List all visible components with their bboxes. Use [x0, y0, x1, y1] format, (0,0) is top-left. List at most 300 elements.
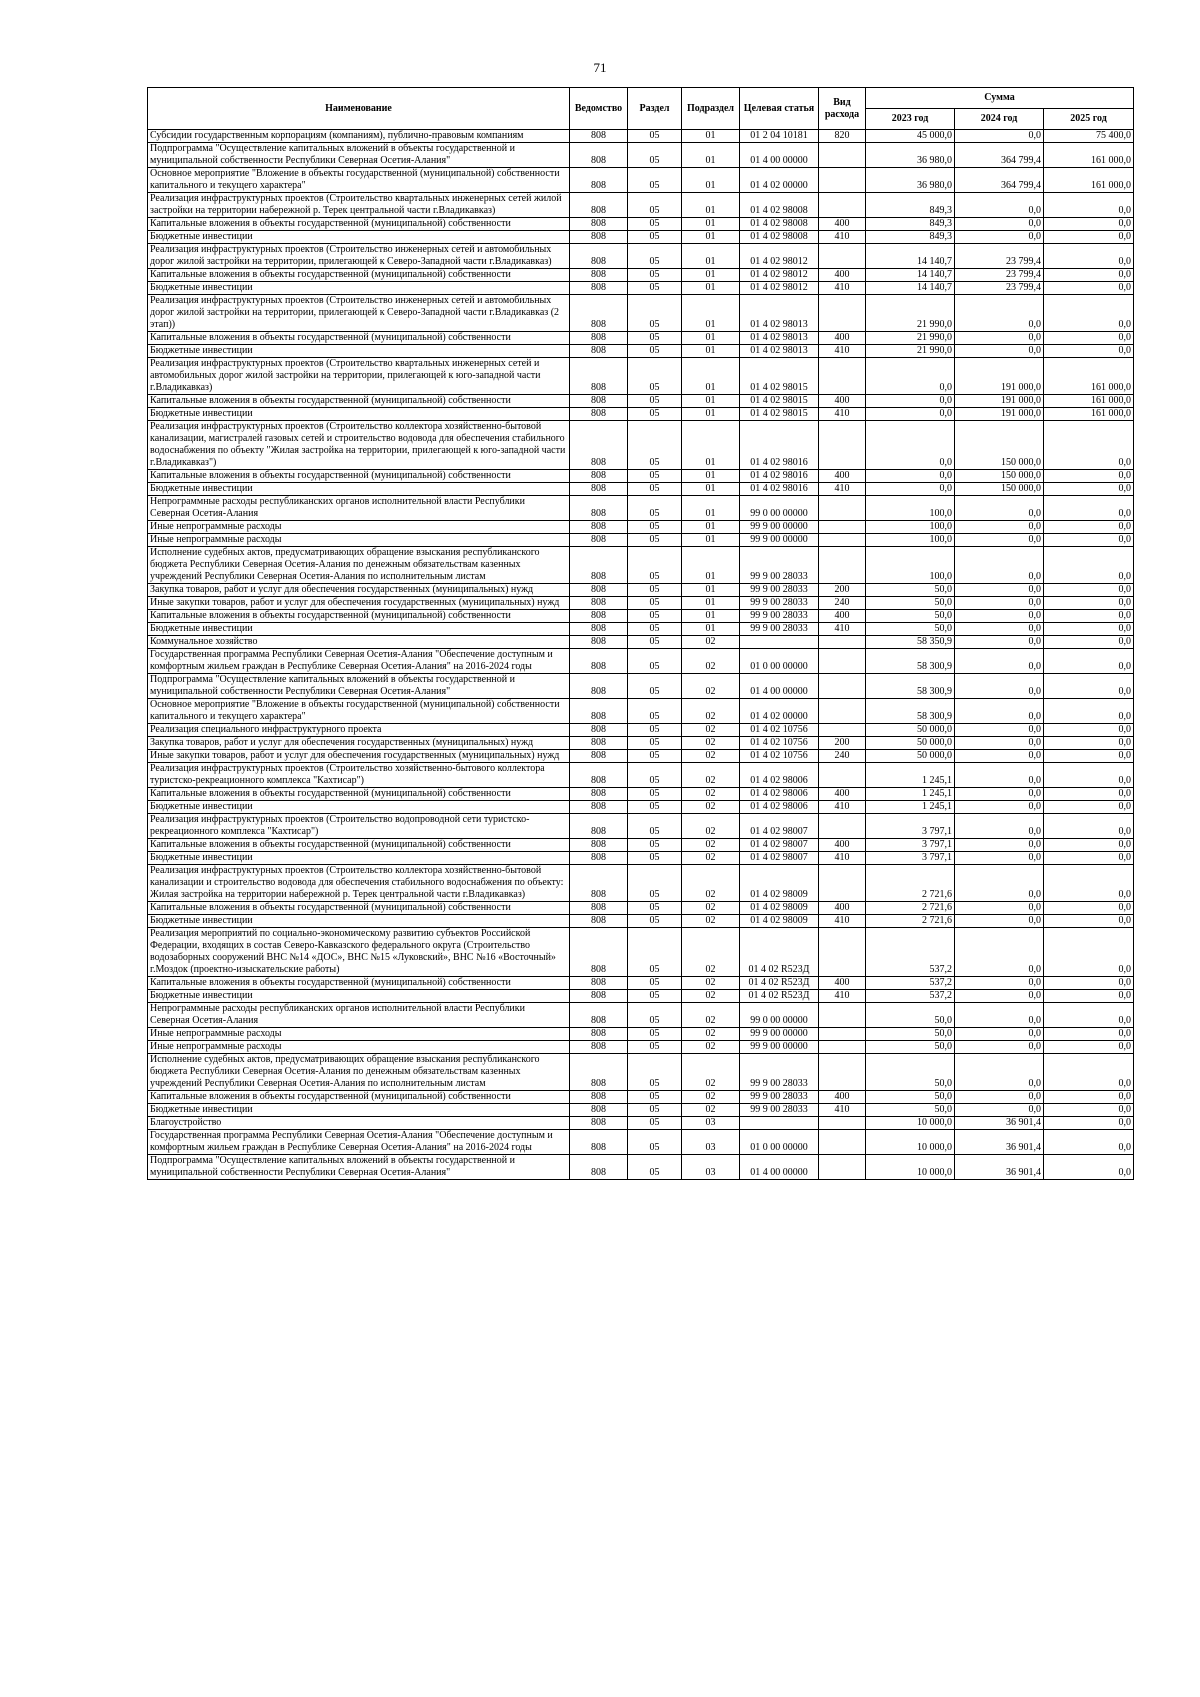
row-sum-2025: 0,0 [1044, 977, 1134, 990]
row-sum-2024: 0,0 [955, 295, 1044, 332]
row-sum-2023: 36 980,0 [866, 168, 955, 193]
row-subsection: 01 [682, 547, 740, 584]
row-name: Субсидии государственным корпорациям (компаниям), публично-правовым компаниям [148, 130, 570, 143]
row-sum-2023: 50,0 [866, 1104, 955, 1117]
row-section: 05 [628, 801, 682, 814]
header-year-2024: 2024 год [955, 109, 1044, 130]
row-dept: 808 [570, 674, 628, 699]
row-sum-2023: 1 245,1 [866, 763, 955, 788]
row-section: 05 [628, 649, 682, 674]
row-exp-type [819, 547, 866, 584]
row-dept: 808 [570, 865, 628, 902]
row-subsection: 02 [682, 737, 740, 750]
row-name: Иные непрограммные расходы [148, 1028, 570, 1041]
table-row [148, 699, 1134, 724]
row-name: Государственная программа Республики Северная Осетия-Алания "Обеспечение доступным и комфортным жильем граждан в Республике Северная Осетия-Алания" на 2016-2024 годы [148, 649, 570, 674]
row-sum-2023: 21 990,0 [866, 295, 955, 332]
row-name: Подпрограмма "Осуществление капитальных вложений в объекты государственной и муниципальной собственности Республики Северная Осетия-Алания" [148, 1155, 570, 1180]
row-sum-2024: 0,0 [955, 724, 1044, 737]
row-sum-2024: 0,0 [955, 1028, 1044, 1041]
row-target: 01 4 02 98013 [740, 345, 819, 358]
row-exp-type [819, 636, 866, 649]
row-dept: 808 [570, 1091, 628, 1104]
table-row [148, 395, 1134, 408]
row-target: 01 4 02 98007 [740, 839, 819, 852]
row-name: Бюджетные инвестиции [148, 408, 570, 421]
row-section: 05 [628, 295, 682, 332]
row-sum-2024: 0,0 [955, 584, 1044, 597]
row-target: 01 4 02 00000 [740, 699, 819, 724]
row-section: 05 [628, 1054, 682, 1091]
row-section: 05 [628, 282, 682, 295]
row-sum-2024: 0,0 [955, 674, 1044, 699]
row-exp-type: 200 [819, 737, 866, 750]
row-sum-2025: 161 000,0 [1044, 143, 1134, 168]
row-dept: 808 [570, 282, 628, 295]
row-target: 01 4 02 R523Д [740, 928, 819, 977]
table-row [148, 168, 1134, 193]
row-dept: 808 [570, 852, 628, 865]
row-sum-2025: 0,0 [1044, 610, 1134, 623]
row-sum-2024: 150 000,0 [955, 470, 1044, 483]
row-dept: 808 [570, 763, 628, 788]
row-sum-2024: 191 000,0 [955, 408, 1044, 421]
row-sum-2024: 0,0 [955, 852, 1044, 865]
row-exp-type [819, 168, 866, 193]
table-body [148, 130, 1134, 1180]
table-row [148, 915, 1134, 928]
row-subsection: 02 [682, 1003, 740, 1028]
row-target: 01 4 02 98008 [740, 231, 819, 244]
row-target: 01 4 02 98007 [740, 814, 819, 839]
row-sum-2024: 0,0 [955, 623, 1044, 636]
row-sum-2023: 50,0 [866, 1003, 955, 1028]
row-sum-2025: 0,0 [1044, 534, 1134, 547]
row-sum-2023: 0,0 [866, 421, 955, 470]
row-sum-2024: 0,0 [955, 814, 1044, 839]
header-year-2023: 2023 год [866, 109, 955, 130]
row-target: 01 0 00 00000 [740, 1130, 819, 1155]
row-name: Бюджетные инвестиции [148, 852, 570, 865]
row-sum-2024: 0,0 [955, 1003, 1044, 1028]
row-sum-2024: 23 799,4 [955, 269, 1044, 282]
row-name: Реализация инфраструктурных проектов (Строительство водопроводной сети туристско-рекреационного комплекса "Кахтисар") [148, 814, 570, 839]
row-name: Государственная программа Республики Северная Осетия-Алания "Обеспечение доступным и комфортным жильем граждан в Республике Северная Осетия-Алания" на 2016-2024 годы [148, 1130, 570, 1155]
row-target: 99 0 00 00000 [740, 1003, 819, 1028]
row-subsection: 01 [682, 282, 740, 295]
row-section: 05 [628, 470, 682, 483]
row-sum-2025: 0,0 [1044, 649, 1134, 674]
row-subsection: 01 [682, 421, 740, 470]
table-row [148, 839, 1134, 852]
row-sum-2023: 0,0 [866, 470, 955, 483]
table-row [148, 610, 1134, 623]
row-section: 05 [628, 547, 682, 584]
table-row [148, 1054, 1134, 1091]
row-dept: 808 [570, 547, 628, 584]
row-subsection: 02 [682, 1028, 740, 1041]
row-target: 01 4 02 00000 [740, 168, 819, 193]
row-target: 01 4 02 10756 [740, 724, 819, 737]
row-sum-2023: 50 000,0 [866, 750, 955, 763]
table-row [148, 636, 1134, 649]
row-sum-2025: 0,0 [1044, 852, 1134, 865]
row-sum-2023: 58 300,9 [866, 699, 955, 724]
row-sum-2025: 0,0 [1044, 814, 1134, 839]
row-sum-2023: 100,0 [866, 521, 955, 534]
row-dept: 808 [570, 623, 628, 636]
row-sum-2024: 0,0 [955, 865, 1044, 902]
table-row [148, 977, 1134, 990]
row-target: 01 0 00 00000 [740, 649, 819, 674]
row-sum-2023: 3 797,1 [866, 814, 955, 839]
table-row [148, 928, 1134, 977]
row-section: 05 [628, 1028, 682, 1041]
row-sum-2024: 364 799,4 [955, 168, 1044, 193]
row-name: Реализация инфраструктурных проектов (Строительство хозяйственно-бытового коллектора туристско-рекреационного комплекса "Кахтисар") [148, 763, 570, 788]
row-exp-type: 400 [819, 395, 866, 408]
row-subsection: 01 [682, 218, 740, 231]
row-sum-2025: 0,0 [1044, 521, 1134, 534]
row-target: 01 4 02 98006 [740, 801, 819, 814]
table-row [148, 231, 1134, 244]
row-sum-2024: 0,0 [955, 332, 1044, 345]
row-name: Исполнение судебных актов, предусматривающих обращение взыскания республиканского бюджета Республики Северная Осетия-Алания по денежным обязательствам казенных учреждений Республики Северная Осетия-Алания по исполнительным листам [148, 1054, 570, 1091]
row-subsection: 01 [682, 597, 740, 610]
table-row [148, 1155, 1134, 1180]
row-section: 05 [628, 521, 682, 534]
row-name: Реализация мероприятий по социально-экономическому развитию субъектов Российской Федерации, входящих в состав Северо-Кавказского федерального округа (Строительство водозаборных сооружений ВНС №14 «ДОС», ВНС №15 «Луковский», ВНС №16 «Восточный» г.Моздок (проектно-изыскательские работы) [148, 928, 570, 977]
row-dept: 808 [570, 1054, 628, 1091]
row-dept: 808 [570, 269, 628, 282]
row-target [740, 1117, 819, 1130]
row-dept: 808 [570, 358, 628, 395]
row-sum-2024: 0,0 [955, 839, 1044, 852]
row-exp-type: 410 [819, 915, 866, 928]
row-sum-2023: 2 721,6 [866, 915, 955, 928]
row-sum-2025: 0,0 [1044, 636, 1134, 649]
row-name: Бюджетные инвестиции [148, 623, 570, 636]
row-exp-type: 410 [819, 483, 866, 496]
row-sum-2025: 0,0 [1044, 421, 1134, 470]
row-dept: 808 [570, 1003, 628, 1028]
row-sum-2024: 0,0 [955, 737, 1044, 750]
row-subsection: 02 [682, 814, 740, 839]
row-sum-2023: 10 000,0 [866, 1130, 955, 1155]
row-section: 05 [628, 584, 682, 597]
table-row [148, 750, 1134, 763]
row-subsection: 01 [682, 483, 740, 496]
row-subsection: 01 [682, 295, 740, 332]
table-row [148, 143, 1134, 168]
row-sum-2025: 0,0 [1044, 699, 1134, 724]
row-sum-2025: 0,0 [1044, 801, 1134, 814]
table-row [148, 1003, 1134, 1028]
row-sum-2025: 0,0 [1044, 269, 1134, 282]
row-exp-type [819, 674, 866, 699]
table-row [148, 534, 1134, 547]
header-row [148, 88, 1134, 109]
row-section: 05 [628, 788, 682, 801]
row-name: Закупка товаров, работ и услуг для обеспечения государственных (муниципальных) нужд [148, 584, 570, 597]
row-target: 01 4 02 98006 [740, 763, 819, 788]
row-exp-type: 410 [819, 231, 866, 244]
row-sum-2024: 0,0 [955, 699, 1044, 724]
row-dept: 808 [570, 990, 628, 1003]
budget-table [147, 87, 1134, 1180]
row-name: Капитальные вложения в объекты государственной (муниципальной) собственности [148, 839, 570, 852]
row-name: Капитальные вложения в объекты государственной (муниципальной) собственности [148, 332, 570, 345]
row-subsection: 02 [682, 724, 740, 737]
row-sum-2023: 849,3 [866, 193, 955, 218]
row-exp-type: 240 [819, 750, 866, 763]
row-subsection: 01 [682, 470, 740, 483]
table-row [148, 649, 1134, 674]
row-sum-2024: 0,0 [955, 1041, 1044, 1054]
row-sum-2025: 0,0 [1044, 1104, 1134, 1117]
row-dept: 808 [570, 534, 628, 547]
row-target: 99 9 00 28033 [740, 610, 819, 623]
row-sum-2023: 58 350,9 [866, 636, 955, 649]
table-row [148, 801, 1134, 814]
row-sum-2024: 0,0 [955, 928, 1044, 977]
table-row [148, 865, 1134, 902]
row-sum-2024: 0,0 [955, 521, 1044, 534]
row-dept: 808 [570, 408, 628, 421]
row-sum-2023: 45 000,0 [866, 130, 955, 143]
row-target: 01 4 02 98015 [740, 358, 819, 395]
row-exp-type: 410 [819, 408, 866, 421]
row-target: 99 9 00 28033 [740, 623, 819, 636]
row-sum-2025: 0,0 [1044, 193, 1134, 218]
row-subsection: 02 [682, 852, 740, 865]
row-sum-2024: 150 000,0 [955, 483, 1044, 496]
row-name: Бюджетные инвестиции [148, 915, 570, 928]
row-exp-type [819, 1054, 866, 1091]
table-row [148, 1117, 1134, 1130]
row-dept: 808 [570, 788, 628, 801]
row-sum-2024: 364 799,4 [955, 143, 1044, 168]
row-sum-2023: 50,0 [866, 597, 955, 610]
row-name: Реализация инфраструктурных проектов (Строительство инженерных сетей и автомобильных дорог жилой застройки на территории, прилегающей к Северо-Западной части г.Владикавказ) [148, 244, 570, 269]
row-sum-2023: 21 990,0 [866, 332, 955, 345]
row-sum-2024: 0,0 [955, 977, 1044, 990]
row-target: 99 9 00 00000 [740, 534, 819, 547]
row-section: 05 [628, 623, 682, 636]
table-row [148, 1091, 1134, 1104]
row-sum-2024: 0,0 [955, 547, 1044, 584]
row-dept: 808 [570, 1041, 628, 1054]
row-section: 05 [628, 130, 682, 143]
row-sum-2023: 36 980,0 [866, 143, 955, 168]
row-subsection: 01 [682, 143, 740, 168]
row-name: Бюджетные инвестиции [148, 231, 570, 244]
row-dept: 808 [570, 750, 628, 763]
row-section: 05 [628, 990, 682, 1003]
row-target: 01 4 00 00000 [740, 1155, 819, 1180]
row-section: 05 [628, 699, 682, 724]
row-exp-type: 200 [819, 584, 866, 597]
row-sum-2023: 10 000,0 [866, 1117, 955, 1130]
row-target: 01 4 02 98013 [740, 332, 819, 345]
row-sum-2023: 3 797,1 [866, 839, 955, 852]
row-section: 05 [628, 218, 682, 231]
row-dept: 808 [570, 597, 628, 610]
row-sum-2023: 14 140,7 [866, 244, 955, 269]
row-subsection: 01 [682, 395, 740, 408]
table-row [148, 788, 1134, 801]
row-exp-type [819, 1003, 866, 1028]
row-sum-2024: 36 901,4 [955, 1155, 1044, 1180]
row-sum-2025: 0,0 [1044, 547, 1134, 584]
row-dept: 808 [570, 218, 628, 231]
row-name: Иные непрограммные расходы [148, 521, 570, 534]
row-dept: 808 [570, 814, 628, 839]
table-row [148, 269, 1134, 282]
row-sum-2023: 1 245,1 [866, 788, 955, 801]
row-dept: 808 [570, 1130, 628, 1155]
row-subsection: 01 [682, 534, 740, 547]
row-section: 05 [628, 977, 682, 990]
row-exp-type: 410 [819, 801, 866, 814]
row-subsection: 02 [682, 1104, 740, 1117]
row-dept: 808 [570, 584, 628, 597]
row-section: 05 [628, 193, 682, 218]
row-sum-2023: 50,0 [866, 623, 955, 636]
page-number: 71 [593, 60, 607, 75]
row-sum-2023: 537,2 [866, 928, 955, 977]
row-section: 05 [628, 332, 682, 345]
row-exp-type [819, 421, 866, 470]
row-target: 01 4 02 98012 [740, 282, 819, 295]
row-sum-2023: 0,0 [866, 395, 955, 408]
table-row [148, 282, 1134, 295]
row-section: 05 [628, 1104, 682, 1117]
row-sum-2024: 0,0 [955, 902, 1044, 915]
row-section: 05 [628, 358, 682, 395]
row-sum-2025: 0,0 [1044, 674, 1134, 699]
row-name: Бюджетные инвестиции [148, 1104, 570, 1117]
row-target: 01 4 02 98016 [740, 421, 819, 470]
row-sum-2025: 161 000,0 [1044, 168, 1134, 193]
row-name: Закупка товаров, работ и услуг для обеспечения государственных (муниципальных) нужд [148, 737, 570, 750]
table-row [148, 470, 1134, 483]
row-exp-type [819, 699, 866, 724]
row-exp-type: 400 [819, 269, 866, 282]
row-sum-2023: 58 300,9 [866, 649, 955, 674]
row-sum-2025: 0,0 [1044, 990, 1134, 1003]
row-subsection: 02 [682, 990, 740, 1003]
row-dept: 808 [570, 1028, 628, 1041]
row-target: 01 4 02 98012 [740, 244, 819, 269]
row-section: 05 [628, 143, 682, 168]
table-row [148, 408, 1134, 421]
row-sum-2023: 2 721,6 [866, 902, 955, 915]
row-exp-type: 400 [819, 788, 866, 801]
row-name: Непрограммные расходы республиканских органов исполнительной власти Республики Северная Осетия-Алания [148, 1003, 570, 1028]
row-name: Коммунальное хозяйство [148, 636, 570, 649]
table-row [148, 295, 1134, 332]
row-section: 05 [628, 345, 682, 358]
row-sum-2024: 0,0 [955, 750, 1044, 763]
row-subsection: 02 [682, 1041, 740, 1054]
row-sum-2025: 0,0 [1044, 1117, 1134, 1130]
row-sum-2025: 0,0 [1044, 750, 1134, 763]
row-name: Подпрограмма "Осуществление капитальных вложений в объекты государственной и муниципальной собственности Республики Северная Осетия-Алания" [148, 143, 570, 168]
row-subsection: 02 [682, 750, 740, 763]
row-section: 05 [628, 408, 682, 421]
row-dept: 808 [570, 902, 628, 915]
row-sum-2023: 50,0 [866, 1041, 955, 1054]
row-target: 99 9 00 28033 [740, 1104, 819, 1117]
row-sum-2024: 0,0 [955, 1091, 1044, 1104]
row-exp-type [819, 649, 866, 674]
table-row [148, 990, 1134, 1003]
row-exp-type [819, 295, 866, 332]
row-dept: 808 [570, 193, 628, 218]
row-subsection: 01 [682, 231, 740, 244]
row-section: 05 [628, 231, 682, 244]
row-sum-2023: 100,0 [866, 547, 955, 584]
row-name: Иные закупки товаров, работ и услуг для обеспечения государственных (муниципальных) нужд [148, 750, 570, 763]
row-target: 01 4 02 10756 [740, 750, 819, 763]
row-name: Реализация инфраструктурных проектов (Строительство коллектора хозяйственно-бытовой канализации и строительство водовода для обеспечения стабильного водоснабжения по объекту: Жилая застройка на территории набережной р. Терек центральной части г.Владикавказ) [148, 865, 570, 902]
row-dept: 808 [570, 724, 628, 737]
row-exp-type [819, 1028, 866, 1041]
row-sum-2023: 50 000,0 [866, 724, 955, 737]
row-sum-2023: 3 797,1 [866, 852, 955, 865]
row-name: Реализация специального инфраструктурного проекта [148, 724, 570, 737]
row-target: 01 4 02 98016 [740, 483, 819, 496]
row-exp-type: 400 [819, 470, 866, 483]
table-row [148, 193, 1134, 218]
row-exp-type [819, 1041, 866, 1054]
table-row [148, 1041, 1134, 1054]
row-name: Основное мероприятие "Вложение в объекты государственной (муниципальной) собственности капитального и текущего характера" [148, 699, 570, 724]
row-sum-2023: 58 300,9 [866, 674, 955, 699]
row-subsection: 01 [682, 244, 740, 269]
row-subsection: 03 [682, 1130, 740, 1155]
row-sum-2025: 0,0 [1044, 737, 1134, 750]
row-exp-type: 400 [819, 332, 866, 345]
row-exp-type [819, 724, 866, 737]
row-exp-type: 240 [819, 597, 866, 610]
row-exp-type [819, 143, 866, 168]
row-sum-2025: 0,0 [1044, 1091, 1134, 1104]
row-sum-2025: 0,0 [1044, 839, 1134, 852]
row-name: Реализация инфраструктурных проектов (Строительство инженерных сетей и автомобильных дорог жилой застройки на территории, прилегающей к Северо-Западной части г.Владикавказ (2 этап)) [148, 295, 570, 332]
row-dept: 808 [570, 928, 628, 977]
row-sum-2025: 0,0 [1044, 496, 1134, 521]
row-dept: 808 [570, 395, 628, 408]
row-section: 05 [628, 244, 682, 269]
row-section: 05 [628, 750, 682, 763]
row-subsection: 01 [682, 168, 740, 193]
row-subsection: 02 [682, 865, 740, 902]
row-exp-type: 820 [819, 130, 866, 143]
row-subsection: 01 [682, 521, 740, 534]
row-name: Капитальные вложения в объекты государственной (муниципальной) собственности [148, 610, 570, 623]
row-name: Капитальные вложения в объекты государственной (муниципальной) собственности [148, 269, 570, 282]
row-target: 99 9 00 28033 [740, 584, 819, 597]
row-name: Бюджетные инвестиции [148, 801, 570, 814]
row-sum-2023: 537,2 [866, 990, 955, 1003]
row-dept: 808 [570, 915, 628, 928]
header-exp-type: Вид расхода [819, 88, 866, 130]
row-target: 01 2 04 10181 [740, 130, 819, 143]
row-section: 05 [628, 852, 682, 865]
row-section: 05 [628, 421, 682, 470]
